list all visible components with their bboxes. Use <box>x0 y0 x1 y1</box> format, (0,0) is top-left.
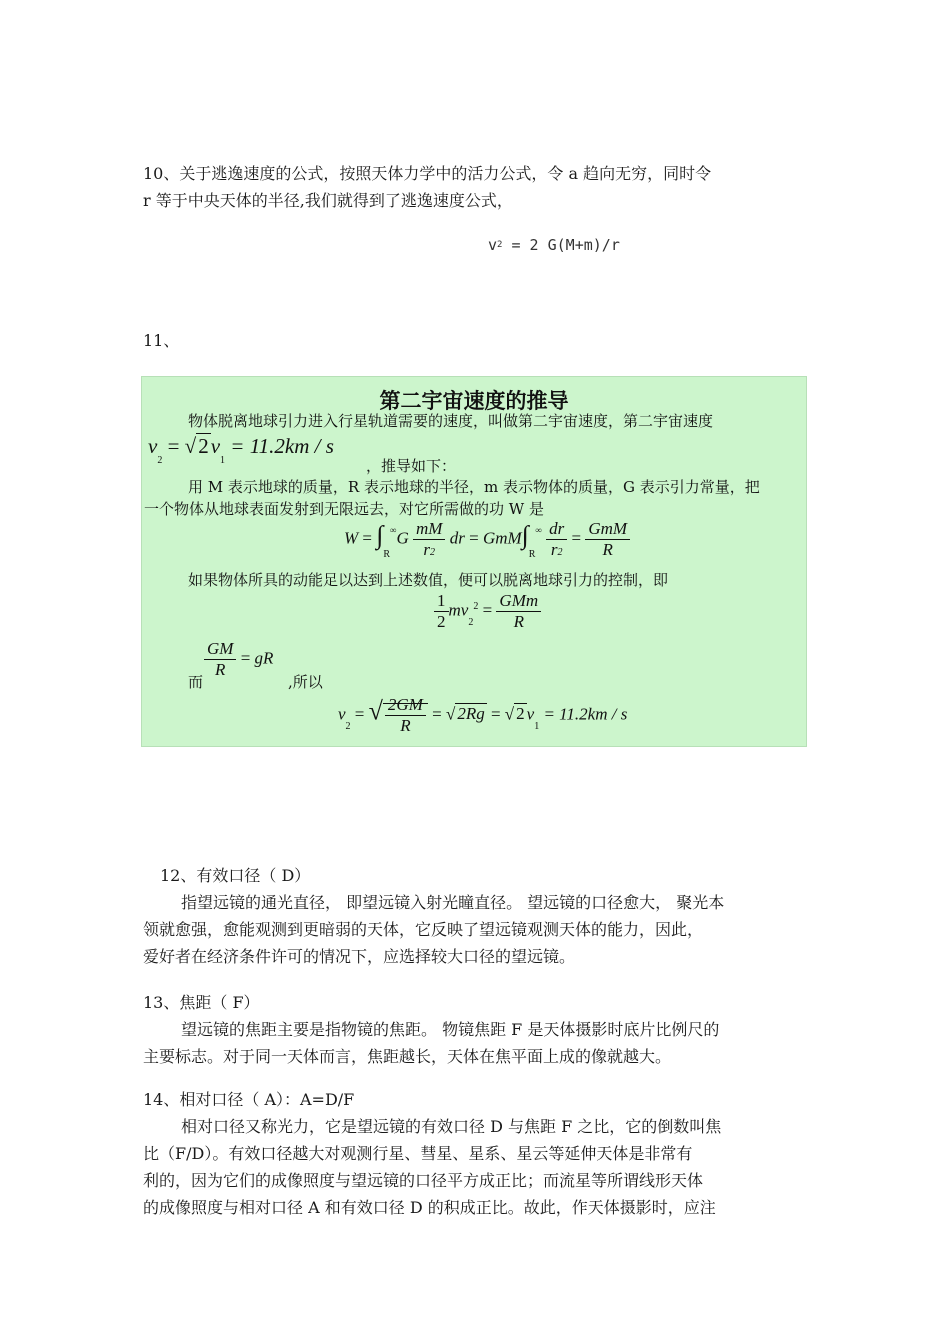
final-value: = 11.2km / s <box>543 704 628 724</box>
box-para3: 如果物体所具的动能足以达到上述数值，便可以脱离地球引力的控制，即 <box>188 571 669 589</box>
v2-definition-formula: $v_2 = √2v_1 = 11.2km / s$ <box>148 434 334 466</box>
final-velocity-formula: $v_2$ = √ $\frac{2GM}{R}$ = √ 2Rg = √ 2 $v_1 = 11.2km / s$ <box>338 695 628 735</box>
item10-paragraph <box>143 160 808 214</box>
er-label: 而 <box>188 673 204 691</box>
work-integral-formula: $W = \int_R^\infty G$ $\frac{mM}{r2}$ dr = $GmM\int_R^\infty$ $\frac{dr}{r2}$ = $\frac{\text{GmM}}{R}$ <box>344 519 630 560</box>
formula-v: v <box>488 236 498 254</box>
box-title: 第二宇宙速度的推导 <box>379 389 569 413</box>
item13-line2: 主要标志。对于同一天体而言，焦距越长，天体在焦平面上成的像就越大。 <box>143 1047 672 1066</box>
item14-heading: 14、相对口径（ A）：A=D/F <box>143 1090 355 1109</box>
item14-line4: 的成像照度与相对口径 A 和有效口径 D 的积成正比。故此，作天体摄影时，应注 <box>143 1198 716 1217</box>
derive-label: ，推导如下： <box>366 457 457 475</box>
box-para2-line1: 用 M 表示地球的质量，R 表示地球的半径，m 表示物体的质量，G 表示引力常量，把 <box>188 478 760 496</box>
item10-line2: r 等于中央天体的半径,我们就得到了逃逸速度公式， <box>143 191 513 210</box>
item13-paragraph <box>143 989 808 1070</box>
formula-exponent: 2 <box>497 240 503 250</box>
escape-velocity-formula <box>488 236 620 254</box>
kinetic-energy-formula: $\frac{1}{2}$ $mv_2^2$ = $\frac{\text{GMm}}{R}$ <box>434 591 541 632</box>
item13-line1: 望远镜的焦距主要是指物镜的焦距。 物镜焦距 F 是天体摄影时底片比例尺的 <box>181 1020 720 1039</box>
suoyi-label: ,所以 <box>288 673 323 691</box>
gm-over-r-formula: $\frac{GM}{R}$ = gR <box>204 639 273 680</box>
item12-line1: 指望远镜的通光直径， 即望远镜入射光瞳直径。 望远镜的口径愈大， 聚光本 <box>181 893 725 912</box>
item13-heading: 13、焦距（ F） <box>143 993 260 1012</box>
formula-rest: = 2 G(M+m)/r <box>502 236 620 254</box>
item12-heading: 12、有效口径（ D） <box>160 866 311 885</box>
second-cosmic-velocity-box <box>141 376 807 747</box>
box-para2-line2: 一个物体从地球表面发射到无限远去，对它所需做的功 W 是 <box>144 500 544 518</box>
item14-line1: 相对口径又称光力，它是望远镜的有效口径 D 与焦距 F 之比，它的倒数叫焦 <box>181 1117 722 1136</box>
item14-paragraph <box>143 1086 808 1221</box>
item10-line1: 10、关于逃逸速度的公式，按照天体力学中的活力公式，令 a 趋向无穷，同时令 <box>143 164 712 183</box>
box-intro: 物体脱离地球引力进入行星轨道需要的速度，叫做第二宇宙速度，第二宇宙速度 <box>188 412 714 430</box>
item11-label: 11、 <box>143 331 180 350</box>
item12-line3: 爱好者在经济条件许可的情况下，应选择较大口径的望远镜。 <box>143 947 576 966</box>
item14-line3: 利的，因为它们的成像照度与望远镜的口径平方成正比；而流星等所谓线形天体 <box>143 1171 704 1190</box>
item14-line2: 比（F/D）。有效口径越大对观测行星、彗星、星系、星云等延伸天体是非常有 <box>143 1144 693 1163</box>
item12-paragraph <box>143 862 808 970</box>
item12-line2: 领就愈强，愈能观测到更暗弱的天体，它反映了望远镜观测天体的能力，因此， <box>143 920 704 939</box>
v2-value: = 11.2km / s <box>230 434 334 458</box>
